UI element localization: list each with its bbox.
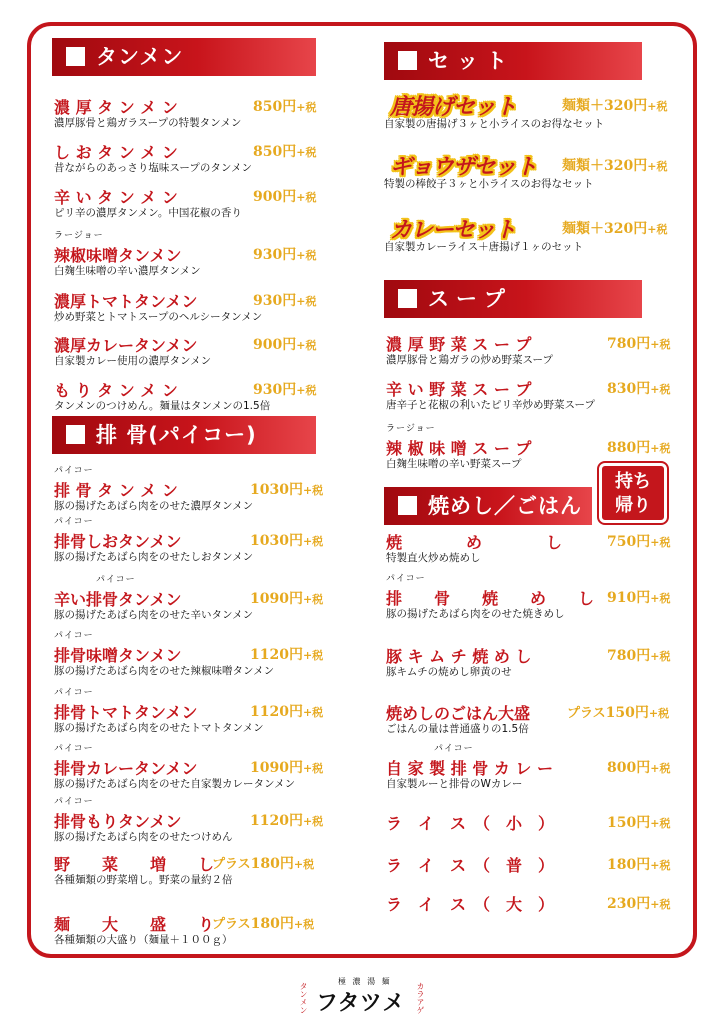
item-ruby: ラージョー — [54, 231, 104, 241]
item-name: 焼 め し — [386, 533, 563, 552]
section-title: 焼めし／ごはん — [428, 494, 582, 518]
item-name: 濃厚トマトタンメン — [54, 292, 198, 311]
item-price — [250, 701, 323, 721]
item-price-value: 850円 — [253, 99, 297, 115]
set-name: 唐揚げセット — [390, 95, 517, 120]
square-icon — [66, 425, 85, 444]
tax-label: +税 — [302, 815, 324, 828]
item-price — [250, 644, 323, 664]
item-ruby: パイコー — [54, 797, 94, 807]
item-plus: プラス — [567, 706, 606, 721]
set-price — [562, 95, 667, 115]
item-desc: 白麹生味噌の辛い濃厚タンメン — [54, 265, 201, 277]
tax-label: +税 — [650, 898, 671, 911]
item-price — [253, 290, 316, 310]
tax-label: +税 — [650, 817, 671, 830]
item-desc: 豚の揚げたあばら肉をのせた濃厚タンメン — [54, 500, 254, 512]
item-price — [212, 913, 314, 933]
item-plus: プラス — [212, 857, 251, 872]
tax-label: +税 — [650, 859, 671, 872]
item-name: 排骨トマトタンメン — [54, 703, 198, 722]
section-title: セット — [428, 49, 515, 73]
item-desc: 豚キムチの焼めし卵黄のせ — [386, 666, 512, 678]
item-plus: プラス — [212, 917, 251, 932]
item-price-value: 930円 — [253, 247, 297, 263]
item-price — [607, 333, 670, 353]
item-price-value: 1030円 — [250, 482, 303, 498]
set-name: ギョウザセット — [390, 155, 537, 180]
tax-label: +税 — [647, 100, 668, 113]
item-price — [250, 757, 323, 777]
item-price-value: 1120円 — [250, 704, 303, 720]
item-desc: 豚の揚げたあばら肉をのせたつけめん — [54, 831, 233, 843]
item-desc: 豚の揚げたあばら肉をのせた自家製カレータンメン — [54, 778, 296, 790]
badge-line: 持ち — [615, 471, 651, 492]
tax-label: +税 — [650, 338, 671, 351]
tax-label: +税 — [296, 101, 317, 114]
logo-right-text: カラアゲ — [416, 982, 425, 1014]
set-price-value: 麺類＋320円 — [562, 98, 648, 114]
item-ruby: ラージョー — [386, 424, 436, 434]
item-price — [607, 378, 670, 398]
tax-label: +税 — [302, 762, 324, 775]
item-name: ラ イ ス （ 普 ） — [386, 856, 555, 875]
item-ruby: パイコー — [54, 631, 94, 641]
item-price — [607, 645, 670, 665]
item-name: 排骨しおタンメン — [54, 532, 182, 551]
logo-main-text: フタツメ — [316, 991, 406, 1016]
item-price-value: 1120円 — [250, 813, 303, 829]
item-desc: 白麹生味噌の辛い野菜スープ — [386, 458, 522, 470]
tax-label: +税 — [647, 160, 668, 173]
section-title: 排 骨(パイコー) — [96, 423, 257, 447]
item-name: も り タ ン メ ン — [54, 381, 178, 400]
tax-label: +税 — [293, 858, 315, 871]
item-price-value: 850円 — [253, 144, 297, 160]
item-price-value: 930円 — [253, 293, 297, 309]
tax-label: +税 — [296, 249, 317, 262]
item-price-value: 180円 — [250, 916, 294, 932]
item-name: 野 菜 増 し — [54, 855, 215, 874]
item-desc: タンメンのつけめん。麺量はタンメンの1.5倍 — [54, 400, 271, 412]
item-price-value: 900円 — [253, 189, 297, 205]
section-header-tanmen — [52, 38, 316, 76]
tax-label: +税 — [296, 146, 317, 159]
item-desc: 豚の揚げたあばら肉をのせたしおタンメン — [54, 551, 254, 563]
section-header-paiko — [52, 416, 316, 454]
item-price — [253, 96, 316, 116]
item-price-value: 750円 — [607, 534, 651, 550]
tax-label: +税 — [302, 535, 324, 548]
item-desc: 各種麺類の大盛り（麺量＋１００ｇ） — [54, 934, 233, 946]
item-desc: 豚の揚げたあばら肉をのせた焼きめし — [386, 608, 565, 620]
tax-label: +税 — [302, 649, 324, 662]
item-price-value: 150円 — [605, 705, 649, 721]
item-price-value: 180円 — [250, 856, 294, 872]
item-desc: 豚の揚げたあばら肉をのせた辣椒味噌タンメン — [54, 665, 275, 677]
item-name: 豚 キ ム チ 焼 め し — [386, 647, 532, 666]
item-name: 辣椒味噌タンメン — [54, 246, 182, 265]
item-ruby: パイコー — [54, 744, 94, 754]
item-price — [253, 141, 316, 161]
item-name: ラ イ ス （ 大 ） — [386, 895, 555, 914]
section-header-set — [384, 42, 642, 80]
item-ruby: パイコー — [54, 517, 94, 527]
item-name: 濃厚カレータンメン — [54, 336, 198, 355]
square-icon — [398, 289, 417, 308]
item-price — [253, 186, 316, 206]
item-price-value: 230円 — [607, 896, 651, 912]
section-title: タンメン — [96, 45, 184, 69]
tax-label: +税 — [647, 223, 668, 236]
item-price-value: 910円 — [607, 590, 651, 606]
item-price-value: 1120円 — [250, 647, 303, 663]
item-desc: 唐辛子と花椒の利いたピリ辛炒め野菜スープ — [386, 399, 595, 411]
tax-label: +税 — [648, 707, 670, 720]
square-icon — [66, 47, 85, 66]
item-desc: 豚の揚げたあばら肉をのせた辛いタンメン — [54, 609, 254, 621]
tax-label: +税 — [650, 650, 671, 663]
item-price — [607, 437, 670, 457]
item-price-value: 780円 — [607, 336, 651, 352]
item-name: 辛 い タ ン メ ン — [54, 188, 178, 207]
set-price-value: 麺類＋320円 — [562, 158, 648, 174]
item-price — [607, 587, 670, 607]
item-name: 辣 椒 味 噌 ス ー プ — [386, 439, 532, 458]
item-price — [607, 893, 670, 913]
item-name: ラ イ ス （ 小 ） — [386, 814, 555, 833]
item-name: 麺 大 盛 り — [54, 915, 215, 934]
item-ruby: パイコー — [54, 466, 94, 476]
tax-label: +税 — [296, 339, 317, 352]
set-desc: 特製の棒餃子３ヶと小ライスのお得なセット — [384, 178, 594, 190]
item-price — [212, 853, 314, 873]
item-price-value: 880円 — [607, 440, 651, 456]
badge-line: 帰り — [615, 495, 651, 516]
square-icon — [398, 496, 417, 515]
tax-label: +税 — [302, 593, 324, 606]
section-title: スープ — [428, 287, 513, 311]
item-desc: ごはんの量は普通盛りの1.5倍 — [386, 723, 529, 735]
item-name: 濃 厚 野 菜 ス ー プ — [386, 335, 532, 354]
item-name: 排骨味噌タンメン — [54, 646, 182, 665]
tax-label: +税 — [293, 918, 315, 931]
tax-label: +税 — [650, 536, 671, 549]
logo-left-text: タンメン — [299, 982, 308, 1014]
item-name: 排 骨 焼 め し — [386, 589, 595, 608]
item-desc: 濃厚豚骨と鶏ガラスープの特製タンメン — [54, 117, 242, 129]
item-price — [250, 479, 323, 499]
item-desc: 自家製カレー使用の濃厚タンメン — [54, 355, 212, 367]
logo-top-text: 極 濃 湯 麺 — [338, 977, 392, 986]
item-desc: 濃厚豚骨と鶏ガラの炒め野菜スープ — [386, 354, 553, 366]
item-price — [253, 379, 316, 399]
item-price — [250, 530, 323, 550]
tax-label: +税 — [650, 442, 671, 455]
item-price-value: 900円 — [253, 337, 297, 353]
set-name: カレーセット — [390, 218, 516, 243]
item-ruby: パイコー — [434, 744, 474, 754]
item-desc: 炒め野菜とトマトスープのヘルシータンメン — [54, 311, 263, 323]
item-price-value: 150円 — [607, 815, 651, 831]
item-price — [250, 588, 323, 608]
item-price — [607, 854, 670, 874]
tax-label: +税 — [302, 706, 324, 719]
item-desc: 各種麺類の野菜増し。野菜の量約２倍 — [54, 874, 233, 886]
item-price — [253, 334, 316, 354]
item-price-value: 1090円 — [250, 760, 303, 776]
tax-label: +税 — [296, 384, 317, 397]
tax-label: +税 — [650, 383, 671, 396]
item-price-value: 800円 — [607, 760, 651, 776]
item-price-value: 1030円 — [250, 533, 303, 549]
item-price-value: 830円 — [607, 381, 651, 397]
item-price — [567, 702, 669, 722]
item-name: 焼めしのごはん大盛 — [386, 704, 531, 723]
item-price — [607, 531, 670, 551]
item-desc: 自家製ルーと排骨のWカレー — [386, 778, 523, 790]
item-name: 辛い排骨タンメン — [54, 590, 182, 609]
takeout-badge — [599, 463, 667, 523]
item-price-value: 1090円 — [250, 591, 303, 607]
item-name: 自 家 製 排 骨 カ レ ー — [386, 759, 553, 778]
section-header-soup — [384, 280, 642, 318]
item-price-value: 180円 — [607, 857, 651, 873]
item-ruby: パイコー — [386, 574, 426, 584]
item-name: 濃 厚 タ ン メ ン — [54, 98, 178, 117]
tax-label: +税 — [650, 592, 671, 605]
item-name: 辛 い 野 菜 ス ー プ — [386, 380, 532, 399]
tax-label: +税 — [296, 295, 317, 308]
item-price-value: 930円 — [253, 382, 297, 398]
set-price — [562, 155, 667, 175]
item-desc: 昔ながらのあっさり塩味スープのタンメン — [54, 162, 253, 174]
item-name: 排骨もりタンメン — [54, 812, 182, 831]
item-price-value: 780円 — [607, 648, 651, 664]
item-price — [607, 812, 670, 832]
set-price — [562, 218, 667, 238]
item-name: 排 骨 タ ン メ ン — [54, 481, 178, 500]
section-header-rice — [384, 487, 592, 525]
tax-label: +税 — [650, 762, 671, 775]
set-desc: 自家製の唐揚げ３ヶと小ライスのお得なセット — [384, 118, 605, 130]
item-desc: ピリ辛の濃厚タンメン。中国花椒の香り — [54, 207, 242, 219]
item-ruby: パイコー — [96, 575, 136, 585]
item-desc: 特製直火炒め焼めし — [386, 552, 481, 564]
tax-label: +税 — [296, 191, 317, 204]
item-price — [607, 757, 670, 777]
item-name: 排骨カレータンメン — [54, 759, 198, 778]
item-price — [250, 810, 323, 830]
square-icon — [398, 51, 417, 70]
set-price-value: 麺類＋320円 — [562, 221, 648, 237]
set-desc: 自家製カレーライス＋唐揚げ１ヶのセット — [384, 241, 584, 253]
item-price — [253, 244, 316, 264]
item-desc: 豚の揚げたあばら肉をのせたトマトタンメン — [54, 722, 264, 734]
tax-label: +税 — [302, 484, 324, 497]
item-ruby: パイコー — [54, 688, 94, 698]
item-name: し お タ ン メ ン — [54, 143, 178, 162]
store-logo — [298, 976, 426, 1020]
